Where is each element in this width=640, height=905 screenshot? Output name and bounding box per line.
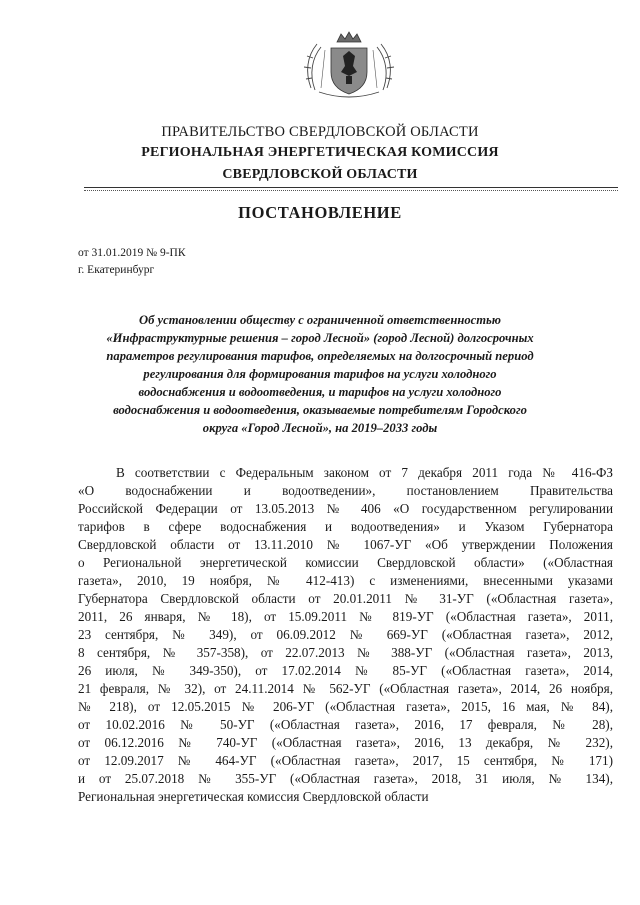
- commission-name: РЕГИОНАЛЬНАЯ ЭНЕРГЕТИЧЕСКАЯ КОМИССИЯ: [141, 145, 499, 160]
- document-subject: [60, 311, 580, 437]
- subject-line: водоснабжения и водоотведения, оказываемые потребителям Городского: [113, 403, 527, 417]
- body-line: 2011, 26 января, № 18), от 15.09.2011 № 819-УГ («Областная газета», 2011,: [78, 609, 613, 624]
- body-line: 21 февраля, № 32), от 24.11.2014 № 562-УГ («Областная газета», 2014, 26 ноября,: [78, 681, 613, 696]
- body-line: В соответствии с Федеральным законом от 7 декабря 2011 года № 416-ФЗ: [116, 465, 613, 480]
- subject-line: «Инфраструктурные решения – город Лесной» (город Лесной) долгосрочных: [106, 331, 534, 345]
- document-date-number: от 31.01.2019 № 9-ПК: [78, 247, 186, 259]
- subject-line: водоснабжения и водоотведения, и тарифов на услуги холодного: [138, 385, 502, 399]
- subject-line: регулирования для формирования тарифов на услуги холодного: [143, 367, 497, 381]
- subject-line: округа «Город Лесной», на 2019–2033 годы: [202, 421, 438, 435]
- header-rule: [84, 187, 618, 188]
- header-rule-dotted: [84, 190, 618, 191]
- body-line: № 218), от 12.05.2015 № 206-УГ («Областная газета», 2015, 16 мая, № 84),: [78, 699, 613, 714]
- body-line: и от 25.07.2018 № 355-УГ («Областная газета», 2018, 31 июля, № 134),: [78, 771, 613, 786]
- body-line: Свердловской области от 13.11.2010 № 1067-УГ «Об утверждении Положения: [78, 537, 613, 552]
- body-line: 26 июля, № 349-350), от 17.02.2014 № 85-УГ («Областная газета», 2014,: [78, 663, 613, 678]
- body-line: о Региональной энергетической комиссии Свердловской области» («Областная: [78, 555, 613, 570]
- body-line: от 06.12.2016 № 740-УГ («Областная газета», 2016, 13 декабря, № 232),: [78, 735, 613, 750]
- body-line: от 10.02.2016 № 50-УГ («Областная газета», 2016, 17 февраля, № 28),: [78, 717, 613, 732]
- document-city: г. Екатеринбург: [78, 264, 155, 276]
- government-name: ПРАВИТЕЛЬСТВО СВЕРДЛОВСКОЙ ОБЛАСТИ: [161, 124, 479, 140]
- body-line: 8 сентября, № 357-358), от 22.07.2013 № 388-УГ («Областная газета», 2013,: [78, 645, 613, 660]
- body-line: Российской Федерации от 13.05.2013 № 406 «О государственном регулировании: [78, 501, 613, 516]
- document-body: [78, 464, 613, 806]
- document-type: ПОСТАНОВЛЕНИЕ: [238, 203, 402, 222]
- body-line: 23 сентября, № 349), от 06.09.2012 № 669-УГ («Областная газета», 2012,: [78, 627, 613, 642]
- coat-of-arms-icon: [299, 28, 399, 104]
- body-line: тарифов в сфере водоснабжения и водоотведения» и Указом Губернатора: [78, 519, 613, 534]
- body-line: «О водоснабжении и водоотведении», постановлением Правительства: [78, 483, 613, 498]
- subject-line: параметров регулирования тарифов, определяемых на долгосрочный период: [106, 349, 534, 363]
- region-name: СВЕРДЛОВСКОЙ ОБЛАСТИ: [222, 167, 418, 182]
- body-line: от 12.09.2017 № 464-УГ («Областная газета», 2017, 15 сентября, № 171): [78, 753, 613, 768]
- subject-line: Об установлении обществу с ограниченной ответственностью: [139, 313, 501, 327]
- body-line: Губернатора Свердловской области от 20.01.2011 № 31-УГ («Областная газета»,: [78, 591, 613, 606]
- body-line: газета», 2010, 19 ноября, № 412-413) с изменениями, внесенными указами: [78, 573, 613, 588]
- body-line: Региональная энергетическая комиссия Свердловской области: [78, 789, 429, 804]
